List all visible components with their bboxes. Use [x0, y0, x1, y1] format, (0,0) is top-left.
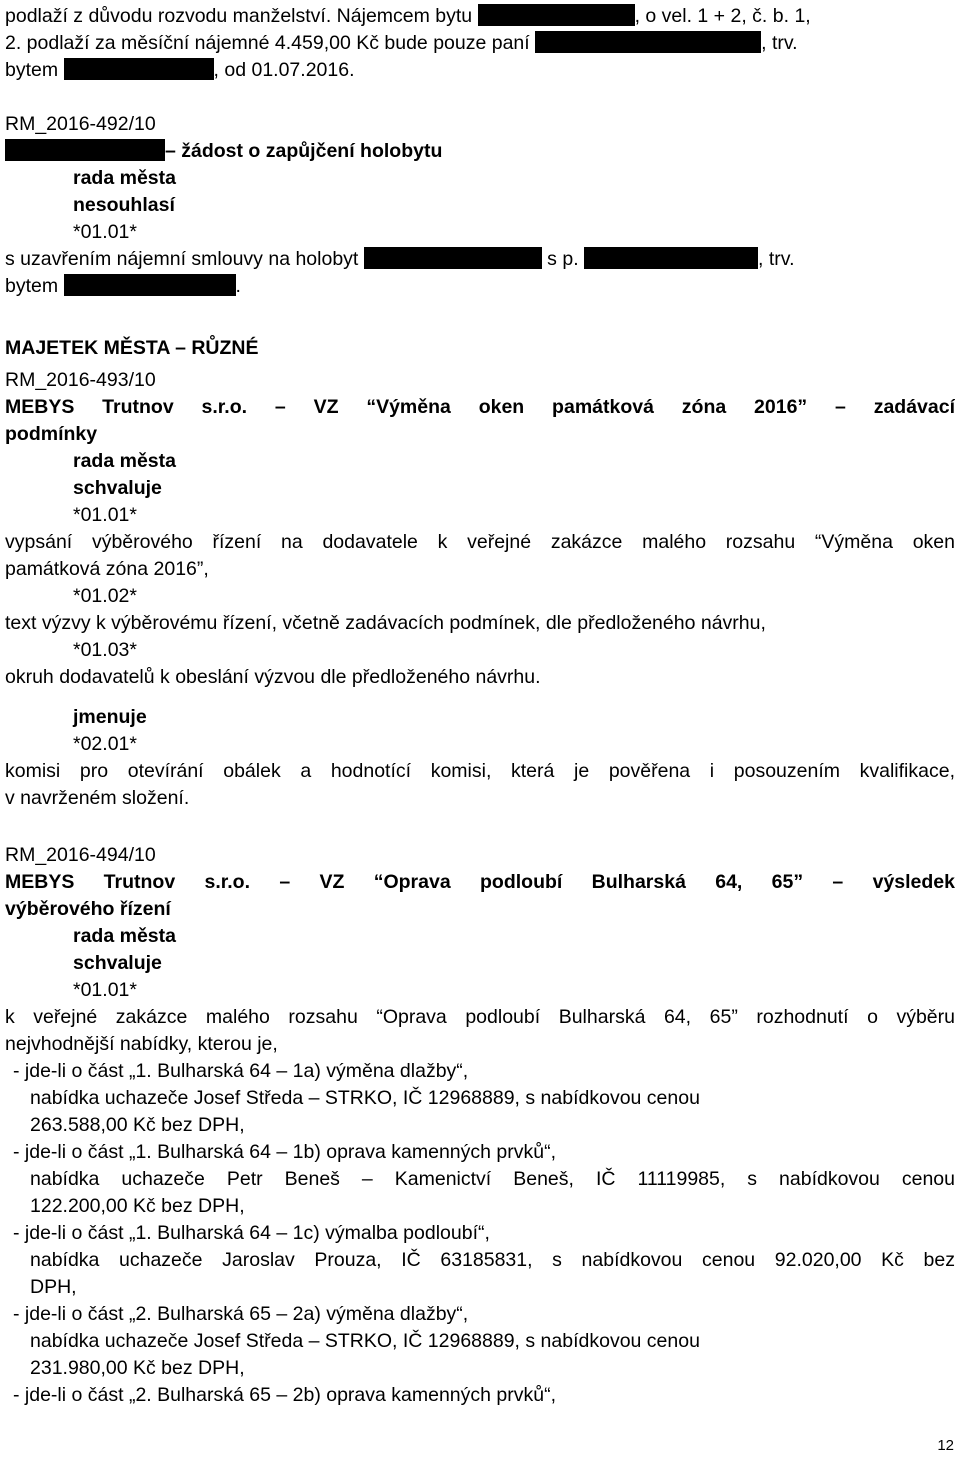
list-item: - jde-li o část „1. Bulharská 64 – 1c) výmalba podloubí“,	[13, 1222, 490, 1244]
text-line: památková zóna 2016”,	[5, 558, 209, 580]
council-label: rada města	[73, 167, 176, 189]
point-number: *02.01*	[73, 733, 137, 755]
list-item: - jde-li o část „1. Bulharská 64 – 1b) oprava kamenných prvků“,	[13, 1141, 557, 1163]
section-heading: MAJETEK MĚSTA – RŮZNÉ	[5, 337, 259, 359]
resolution-title-text: – žádost o zapůjčení holobytu	[165, 140, 443, 162]
list-item-price: 263.588,00 Kč bez DPH,	[30, 1114, 245, 1136]
decision-verb: nesouhlasí	[73, 194, 175, 216]
redaction-bar	[64, 274, 236, 296]
redaction-bar	[584, 247, 758, 269]
redaction-bar	[5, 139, 165, 161]
text-line: okruh dodavatelů k obeslání výzvou dle předloženého návrhu.	[5, 666, 541, 688]
text-line: komisi pro otevírání obálek a hodnotící komisi, která je pověřena i posouzením kvalifikace,	[5, 760, 955, 782]
list-item-detail: nabídka uchazeče Jaroslav Prouza, IČ 63185831, s nabídkovou cenou 92.020,00 Kč bez	[30, 1249, 955, 1271]
text-line	[5, 57, 955, 84]
text-fragment: s p.	[541, 248, 585, 270]
list-item: - jde-li o část „1. Bulharská 64 – 1a) výměna dlažby“,	[13, 1060, 469, 1082]
redaction-bar	[64, 58, 214, 80]
text-fragment: .	[235, 275, 241, 297]
text-line	[5, 3, 955, 30]
text-fragment: bytem	[5, 275, 64, 297]
text-line	[5, 246, 955, 273]
resolution-id: RM_2016-494/10	[5, 844, 156, 866]
redaction-bar	[364, 247, 542, 269]
decision-verb: schvaluje	[73, 952, 162, 974]
list-item-detail: nabídka uchazeče Josef Středa – STRKO, IČ 12968889, s nabídkovou cenou	[30, 1087, 700, 1109]
text-line	[5, 273, 955, 300]
decision-verb: jmenuje	[73, 706, 147, 728]
list-item-price: DPH,	[30, 1276, 77, 1298]
text-fragment: 2. podlaží za měsíční nájemné 4.459,00 Kč bude pouze paní	[5, 32, 536, 54]
text-fragment: bytem	[5, 59, 64, 81]
text-line	[5, 30, 955, 57]
text-fragment: s uzavřením nájemní smlouvy na holobyt	[5, 248, 364, 270]
resolution-title: MEBYS Trutnov s.r.o. – VZ “Výměna oken památková zóna 2016” – zadávací	[5, 396, 955, 418]
text-line: v navrženém složení.	[5, 787, 190, 809]
redaction-bar	[535, 31, 761, 53]
point-number: *01.01*	[73, 221, 137, 243]
resolution-id: RM_2016-492/10	[5, 113, 156, 135]
list-item-detail: nabídka uchazeče Petr Beneš – Kamenictví Beneš, IČ 11119985, s nabídkovou cenou	[30, 1168, 955, 1190]
resolution-id: RM_2016-493/10	[5, 369, 156, 391]
resolution-title-cont: výběrového řízení	[5, 898, 171, 920]
decision-verb: schvaluje	[73, 477, 162, 499]
point-number: *01.02*	[73, 585, 137, 607]
text-fragment: , trv.	[758, 248, 795, 270]
text-fragment: , trv.	[761, 32, 798, 54]
council-label: rada města	[73, 925, 176, 947]
text-line: text výzvy k výběrovému řízení, včetně zadávacích podmínek, dle předloženého návrhu,	[5, 612, 766, 634]
text-line: vypsání výběrového řízení na dodavatele k veřejné zakázce malého rozsahu “Výměna oken	[5, 531, 955, 553]
point-number: *01.01*	[73, 979, 137, 1001]
document-page	[5, 3, 955, 1409]
list-item: - jde-li o část „2. Bulharská 65 – 2a) výměna dlažby“,	[13, 1303, 469, 1325]
council-label: rada města	[73, 450, 176, 472]
list-item-detail: nabídka uchazeče Josef Středa – STRKO, IČ 12968889, s nabídkovou cenou	[30, 1330, 700, 1352]
resolution-title-cont: podmínky	[5, 423, 98, 445]
redaction-bar	[478, 4, 635, 26]
page-number: 12	[937, 1437, 954, 1454]
text-fragment: , od 01.07.2016.	[213, 59, 355, 81]
text-line: k veřejné zakázce malého rozsahu “Oprava podloubí Bulharská 64, 65” rozhodnutí o výběru	[5, 1006, 955, 1028]
resolution-title	[5, 138, 955, 165]
point-number: *01.01*	[73, 504, 137, 526]
resolution-title: MEBYS Trutnov s.r.o. – VZ “Oprava podloubí Bulharská 64, 65” – výsledek	[5, 871, 955, 893]
point-number: *01.03*	[73, 639, 137, 661]
text-line: nejvhodnější nabídky, kterou je,	[5, 1033, 278, 1055]
text-fragment: , o vel. 1 + 2, č. b. 1,	[634, 5, 811, 27]
text-fragment: podlaží z důvodu rozvodu manželství. Nájemcem bytu	[5, 5, 478, 27]
list-item-price: 122.200,00 Kč bez DPH,	[30, 1195, 245, 1217]
list-item-price: 231.980,00 Kč bez DPH,	[30, 1357, 245, 1379]
list-item: - jde-li o část „2. Bulharská 65 – 2b) oprava kamenných prvků“,	[13, 1384, 557, 1406]
